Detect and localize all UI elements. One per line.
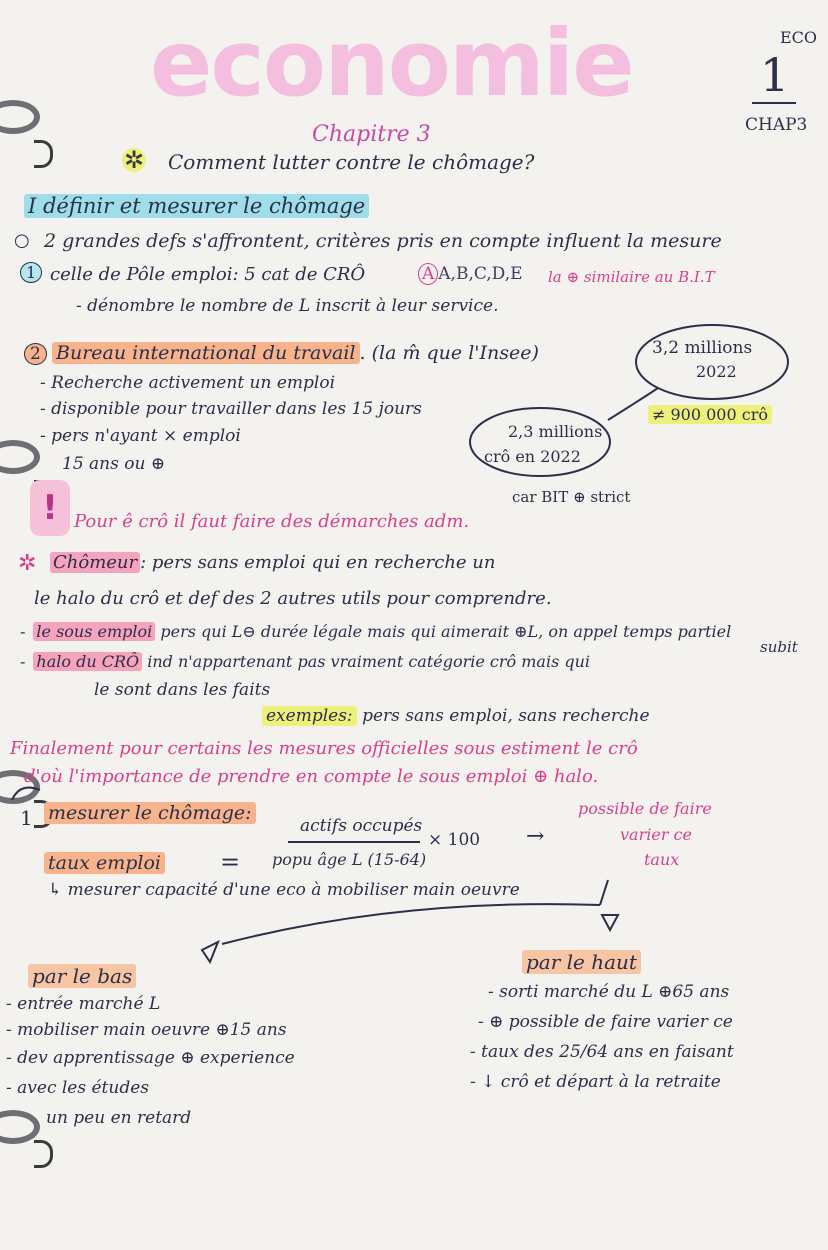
def1-number: 1: [20, 265, 42, 281]
warning-icon: !: [30, 480, 70, 536]
equals-sign: =: [220, 848, 241, 876]
chomeur-definition: Chômeur : pers sans emploi qui en recherche un: [50, 554, 495, 572]
bubble-1-line-1: 3,2 millions: [652, 338, 753, 358]
haut-item-2: - ⊕ possible de faire varier ce: [478, 1012, 733, 1032]
sous-emploi-line: - le sous emploi pers qui L⊖ durée légale mais qui aimerait ⊕L, on appel temps partiel: [20, 622, 732, 641]
haut-item-1: - sorti marché du L ⊕65 ans: [488, 982, 730, 1002]
def2-number: 2: [24, 346, 47, 363]
fraction-denominator: popu âge L (15-64): [272, 850, 427, 869]
bas-item-5: un peu en retard: [46, 1108, 192, 1128]
difference-note: ≠ 900 000 crô: [648, 407, 772, 423]
fraction-numerator: actifs occupés: [300, 816, 423, 836]
possible-line-1: possible de faire: [578, 799, 712, 818]
bas-heading: par le bas: [28, 966, 136, 986]
def2-item-3: - pers n'ayant × emploi: [40, 426, 241, 446]
def2-item-1: - Recherche activement un emploi: [40, 373, 336, 393]
star-icon-2: ✲: [18, 551, 37, 576]
def1-categories: A A,B,C,D,E: [418, 266, 523, 283]
def2-text: Bureau international du travail . (la m̂ que l'Insee): [52, 344, 539, 363]
haut-heading: par le haut: [522, 952, 641, 972]
sous-emploi-subit: subit: [760, 638, 798, 656]
halo-line-2: le sont dans les faits: [94, 680, 271, 700]
intro-text: 2 grandes defs s'affrontent, critères pris en compte influent la mesure: [44, 230, 722, 252]
times-100: × 100: [428, 830, 481, 850]
bubble-1-line-2: 2022: [696, 362, 737, 381]
examples-line: exemples: pers sans emploi, sans recherche: [262, 708, 650, 725]
section-heading-1: I définir et mesurer le chômage: [24, 196, 369, 217]
bas-item-1: - entrée marché L: [6, 994, 161, 1014]
corner-number: 1: [760, 48, 790, 102]
arrow-icon: →: [526, 824, 545, 849]
page-title: economie: [150, 10, 633, 117]
def2-item-2: - disponible pour travailler dans les 15 jours: [40, 399, 422, 419]
haut-item-3: - taux des 25/64 ans en faisant: [470, 1042, 734, 1062]
possible-line-3: taux: [644, 850, 680, 869]
corner-chap: CHAP3: [745, 115, 808, 135]
mesure-number: 1: [20, 806, 33, 830]
def1-text: celle de Pôle emploi: 5 cat de CRÔ: [50, 264, 366, 285]
bas-item-4: - avec les études: [6, 1078, 150, 1098]
car-note: car BIT ⊕ strict: [512, 488, 631, 506]
final-line-1: Finalement pour certains les mesures officielles sous estiment le crô: [10, 738, 638, 759]
warning-text: Pour ê crô il faut faire des démarches adm.: [74, 511, 470, 532]
final-line-2: d'où l'importance de prendre en compte le sous emploi ⊕ halo.: [24, 766, 599, 787]
bullet-icon: ○: [14, 230, 30, 251]
possible-line-2: varier ce: [620, 825, 692, 844]
main-question: Comment lutter contre le chômage?: [168, 150, 535, 174]
def2-item-4: 15 ans ou ⊕: [62, 454, 166, 474]
halo-line: - halo du CRÔ ind n'appartenant pas vraiment catégorie crô mais qui: [20, 652, 591, 671]
capacity-line: ↳ mesurer capacité d'une eco à mobiliser main oeuvre: [48, 880, 520, 900]
def1-sub: - dénombre le nombre de L inscrit à leur service.: [76, 296, 499, 316]
mesure-heading: mesurer le chômage:: [44, 804, 256, 823]
bubble-2-line-1: 2,3 millions: [508, 422, 603, 441]
bubble-2-line-2: crô en 2022: [484, 447, 581, 466]
haut-item-4: - ↓ crô et départ à la retraite: [470, 1072, 721, 1092]
taux-emploi-label: taux emploi: [44, 854, 165, 873]
corner-eco: ECO: [780, 28, 818, 47]
chomeur-line-2: le halo du crô et def des 2 autres utils pour comprendre.: [34, 588, 552, 609]
chapter-label: Chapitre 3: [312, 122, 431, 147]
bas-item-3: - dev apprentissage ⊕ experience: [6, 1048, 295, 1068]
star-icon: ✲: [124, 146, 145, 174]
def1-note: la ⊕ similaire au B.I.T: [548, 268, 715, 286]
bas-item-2: - mobiliser main oeuvre ⊕15 ans: [6, 1020, 287, 1040]
